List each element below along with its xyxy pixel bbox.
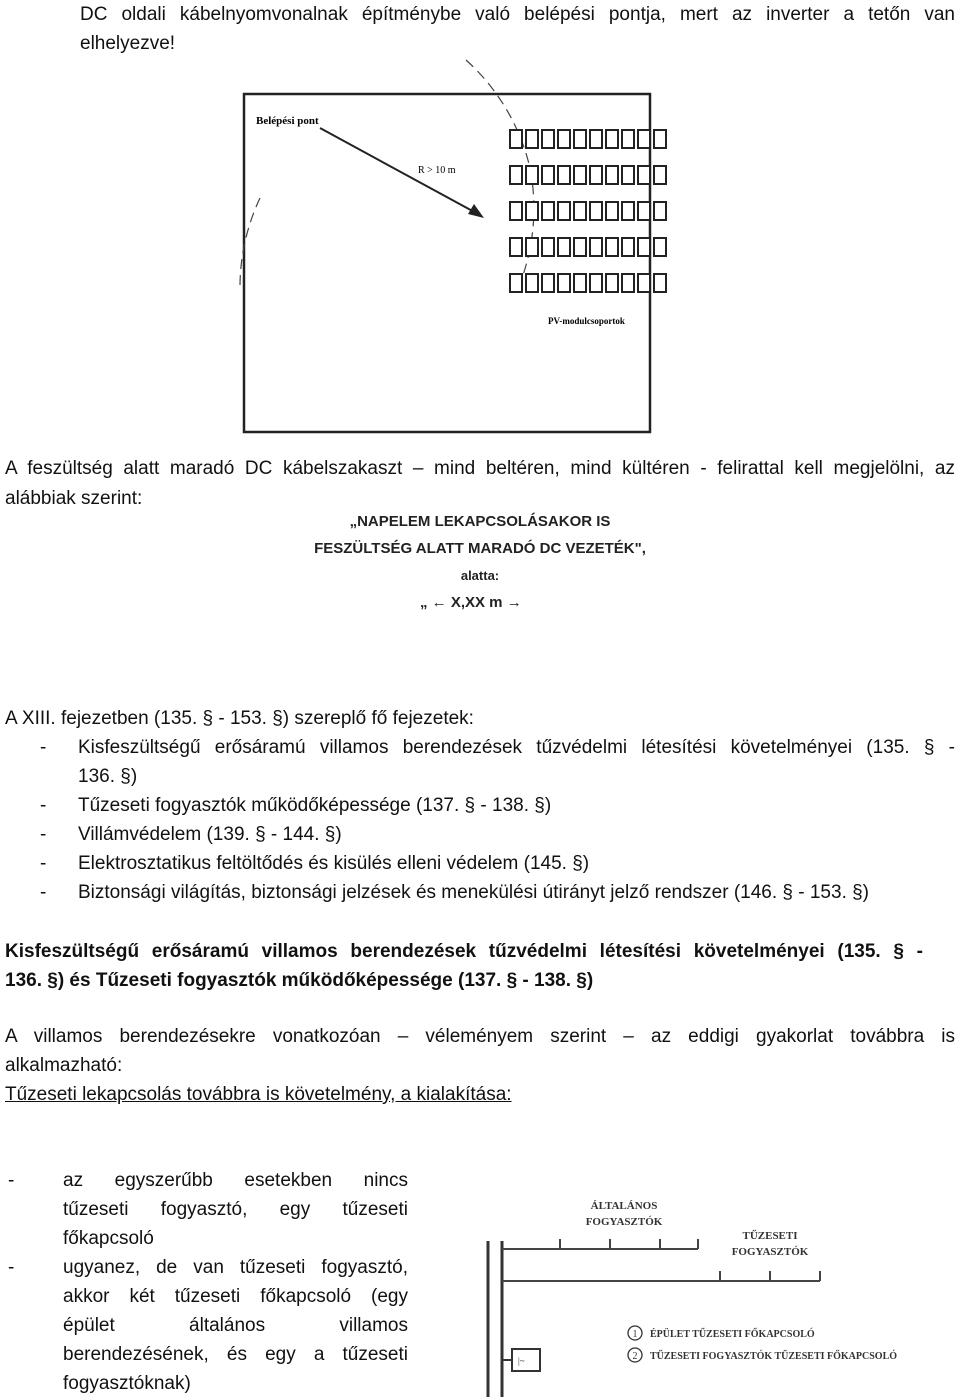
switch-symbol [512, 1349, 540, 1371]
pv-module [542, 238, 554, 256]
para2-line-1: A villamos berendezésekre vonatkozóan – véleményem szerint – az eddigi gyakorlat továbbra is [5, 1026, 955, 1047]
general-consumers-label-2: FOGYASZTÓK [585, 1216, 663, 1228]
pv-module [622, 202, 634, 220]
list-dash: - [8, 1170, 15, 1191]
shutoff-option-line: berendezésének, és egy a tűzeseti [63, 1344, 408, 1365]
chapter-item [40, 878, 955, 907]
pv-module [654, 238, 666, 256]
chapter-item [40, 849, 955, 878]
warning-sign [280, 508, 680, 616]
pv-module [542, 166, 554, 184]
chapters-list [40, 733, 955, 907]
pv-module [526, 130, 538, 148]
pv-module [638, 202, 650, 220]
legend-1-text: ÉPÜLET TŰZESETI FŐKAPCSOLÓ [650, 1329, 815, 1340]
list-dash: - [8, 1257, 15, 1278]
para1-line-1: A feszültség alatt maradó DC kábelszakaszt – mind beltéren, mind kültéren - felirattal kell megjelölni, az [5, 458, 955, 479]
pv-module [622, 274, 634, 292]
section-heading-line-1: Kisfeszültségű erősáramú villamos berendezések tűzvédelmi létesítési követelményei (135. § - [5, 941, 923, 962]
pv-module [558, 274, 570, 292]
pv-module-grid [510, 130, 666, 292]
shutoff-option-line: főkapcsoló [63, 1228, 154, 1249]
shutoff-option-line: akkor két tűzeseti főkapcsoló (egy [63, 1286, 408, 1307]
shutoff-option [8, 1253, 408, 1398]
pv-module [622, 238, 634, 256]
pv-module [510, 202, 522, 220]
pv-module [590, 202, 602, 220]
shutoff-option-line: tűzeseti fogyasztó, egy tűzeseti [63, 1199, 408, 1220]
para2-line-3: Tűzeseti lekapcsolás továbbra is követelmény, a kialakítása: [5, 1084, 512, 1105]
list-dash: - [40, 824, 47, 845]
pv-module [542, 130, 554, 148]
pv-module [590, 238, 602, 256]
pv-module [638, 238, 650, 256]
shutoff-option-line: fogyasztóknak) [63, 1373, 191, 1394]
pv-module [510, 166, 522, 184]
pv-module [558, 238, 570, 256]
shutoff-option-line: az egyszerűbb esetekben nincs [63, 1170, 408, 1191]
pv-module [526, 274, 538, 292]
para2-line-2: alkalmazható: [5, 1055, 123, 1076]
pv-entry-diagram [230, 58, 680, 438]
warning-sign-line-3: alatta: [460, 568, 500, 583]
pv-module [638, 274, 650, 292]
pv-module [574, 202, 586, 220]
pv-module [526, 166, 538, 184]
para1-line-2: alábbiak szerint: [5, 488, 143, 509]
pv-module [654, 274, 666, 292]
pv-module [654, 130, 666, 148]
pv-module [622, 166, 634, 184]
fire-consumers-label-1: TŰZESETI [742, 1230, 798, 1242]
chapter-item [40, 791, 955, 820]
warning-sign-line-1: „NAPELEM LEKAPCSOLÁSAKOR IS [349, 513, 611, 530]
chapter-item-line: Villámvédelem (139. § - 144. §) [78, 824, 342, 845]
legend-1-number: 1 [632, 1329, 638, 1340]
pv-module [558, 130, 570, 148]
pv-module [526, 238, 538, 256]
shutoff-option-line: ugyanez, de van tűzeseti fogyasztó, [63, 1257, 408, 1278]
pv-module [558, 166, 570, 184]
pv-module [654, 166, 666, 184]
shutoff-options-list [8, 1166, 408, 1398]
warning-sign-line-4: „ ← X,XX m → [420, 594, 522, 611]
pv-module [638, 130, 650, 148]
pv-module [654, 202, 666, 220]
chapter-item-line: Kisfeszültségű erősáramú villamos berendezések tűzvédelmi létesítési követelményei (135. § - [78, 737, 955, 758]
pv-module [510, 274, 522, 292]
pv-modules-label: PV-modulcsoportok [548, 316, 625, 326]
list-dash: - [40, 882, 47, 903]
pv-module [606, 238, 618, 256]
pv-module [590, 166, 602, 184]
pv-module [574, 274, 586, 292]
pv-module [590, 130, 602, 148]
intro-line-1: DC oldali kábelnyomvonalnak építménybe való belépési pontja, mert az inverter a tetőn van [80, 4, 955, 25]
pv-module [574, 130, 586, 148]
warning-sign-line-2: FESZÜLTSÉG ALATT MARADÓ DC VEZETÉK", [314, 540, 646, 557]
section-heading-line-2: 136. §) és Tűzeseti fogyasztók működőképessége (137. § - 138. §) [5, 970, 594, 991]
chapters-heading: A XIII. fejezetben (135. § - 153. §) szereplő fő fejezetek: [5, 708, 474, 729]
shutoff-option-line: épület általános villamos [63, 1315, 408, 1336]
intro-line-2: elhelyezve! [80, 33, 176, 54]
shutoff-option [8, 1166, 408, 1253]
pv-module [606, 166, 618, 184]
list-dash: - [40, 795, 47, 816]
pv-module [558, 202, 570, 220]
pv-module [510, 238, 522, 256]
pv-module [526, 202, 538, 220]
fire-shutoff-diagram [460, 1185, 940, 1397]
pv-module [574, 238, 586, 256]
list-dash: - [40, 737, 47, 758]
pv-module [510, 130, 522, 148]
radius-arrowhead [468, 204, 484, 218]
chapter-item [40, 733, 955, 791]
general-consumers-label-1: ÁLTALÁNOS [590, 1200, 658, 1212]
pv-module [574, 166, 586, 184]
chapter-item-line: Tűzeseti fogyasztók működőképessége (137. § - 138. §) [78, 795, 552, 816]
pv-module [542, 274, 554, 292]
pv-module [606, 202, 618, 220]
radius-label: R > 10 m [418, 165, 456, 176]
chapter-item-line: 136. §) [78, 766, 138, 787]
pv-module [606, 130, 618, 148]
radius-arc-right [466, 60, 534, 278]
pv-module [638, 166, 650, 184]
chapter-item [40, 820, 955, 849]
pv-module [590, 274, 602, 292]
fire-consumers-label-2: FOGYASZTÓK [731, 1246, 809, 1258]
pv-module [622, 130, 634, 148]
legend-2-text: TŰZESETI FOGYASZTÓK TŰZESETI FŐKAPCSOLÓ [650, 1351, 898, 1362]
switch-symbol-mark: |~ [518, 1356, 525, 1366]
legend-2-number: 2 [632, 1351, 638, 1362]
chapter-item-line: Biztonsági világítás, biztonsági jelzések és menekülési útirányt jelző rendszer (146. § - 153. §) [78, 882, 870, 903]
entry-point-label: Belépési pont [256, 115, 319, 127]
pv-module [542, 202, 554, 220]
pv-module [606, 274, 618, 292]
list-dash: - [40, 853, 47, 874]
chapter-item-line: Elektrosztatikus feltöltődés és kisülés elleni védelem (145. §) [78, 853, 590, 874]
